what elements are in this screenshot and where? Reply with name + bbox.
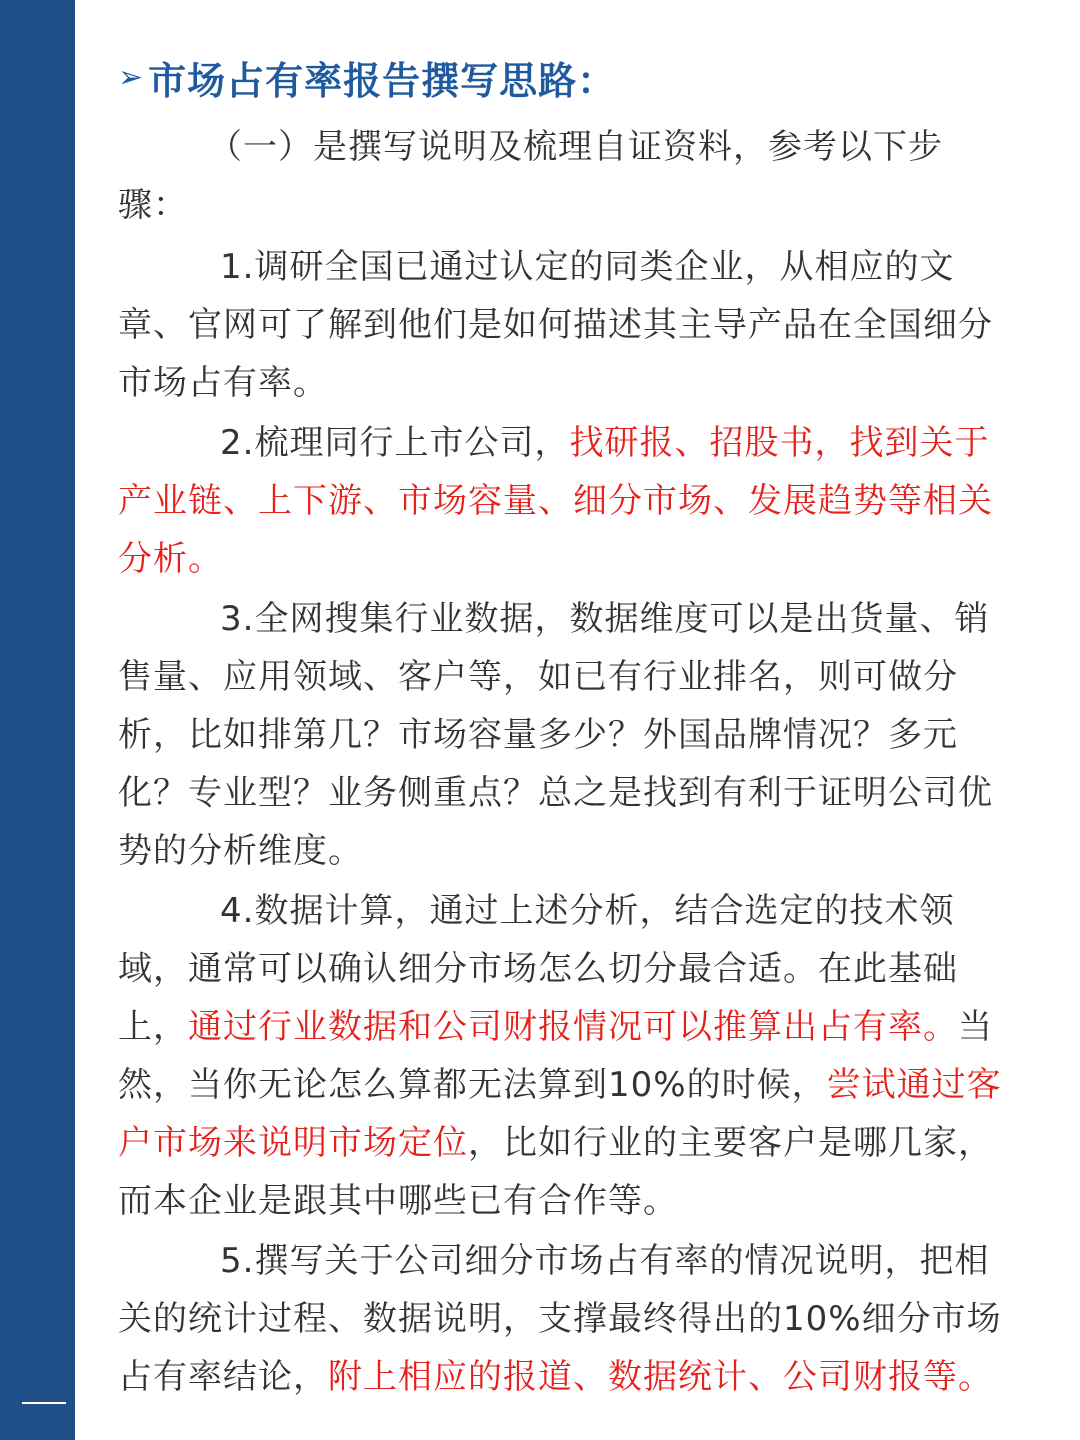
- paragraph-intro: （一）是撰写说明及梳理自证资料，参考以下步骤：: [118, 127, 943, 225]
- step-2-text: 2.梳理同行上市公司，: [220, 423, 570, 463]
- paragraph-step-1: 1.调研全国已通过认定的同类企业，从相应的文章、官网可了解到他们是如何描述其主导产品在全国细分市场占有率。: [118, 247, 993, 403]
- paragraph-step-2: [118, 414, 1008, 588]
- article-content: [118, 48, 1008, 1406]
- left-sidebar-bar: [0, 0, 75, 1440]
- step-4-highlight-2: 尝试通过客户市场来说明市场定位: [118, 1065, 1002, 1163]
- step-4-highlight-1: 通过行业数据和公司财报情况可以推算出占有率。: [188, 1007, 958, 1047]
- step-5-highlight: 附上相应的报道、数据统计、公司财报等。: [328, 1357, 993, 1397]
- step-4-text-c: ，比如行业的主要客户是哪几家，而本企业是跟其中哪些已有合作等。: [118, 1123, 993, 1221]
- step-4-text-b: 当然，当你无论怎么算都无法算到10%的时候，: [118, 1007, 993, 1105]
- paragraph-step-4: [118, 882, 1008, 1230]
- arrow-right-icon: ➢: [118, 59, 145, 95]
- sidebar-divider-line: [22, 1402, 66, 1404]
- step-4-text-a: 4.数据计算，通过上述分析，结合选定的技术领域，通常可以确认细分市场怎么切分最合适。在此基础上，: [118, 891, 958, 1047]
- paragraph-step-5: [118, 1232, 1008, 1406]
- section-title: [118, 48, 1008, 106]
- section-title-text: 市场占有率报告撰写思路：: [148, 58, 617, 103]
- step-2-highlight: 找研报、招股书，找到关于产业链、上下游、市场容量、细分市场、发展趋势等相关分析。: [118, 423, 993, 579]
- step-5-text: 5.撰写关于公司细分市场占有率的情况说明，把相关的统计过程、数据说明，支撑最终得出的10%细分市场占有率结论，: [118, 1241, 1002, 1397]
- paragraph-step-3: 3.全网搜集行业数据，数据维度可以是出货量、销售量、应用领域、客户等，如已有行业排名，则可做分析，比如排第几？市场容量多少？外国品牌情况？多元化？专业型？业务侧重点？总之是找到有利于证明公司优势的分析维度。: [118, 599, 993, 871]
